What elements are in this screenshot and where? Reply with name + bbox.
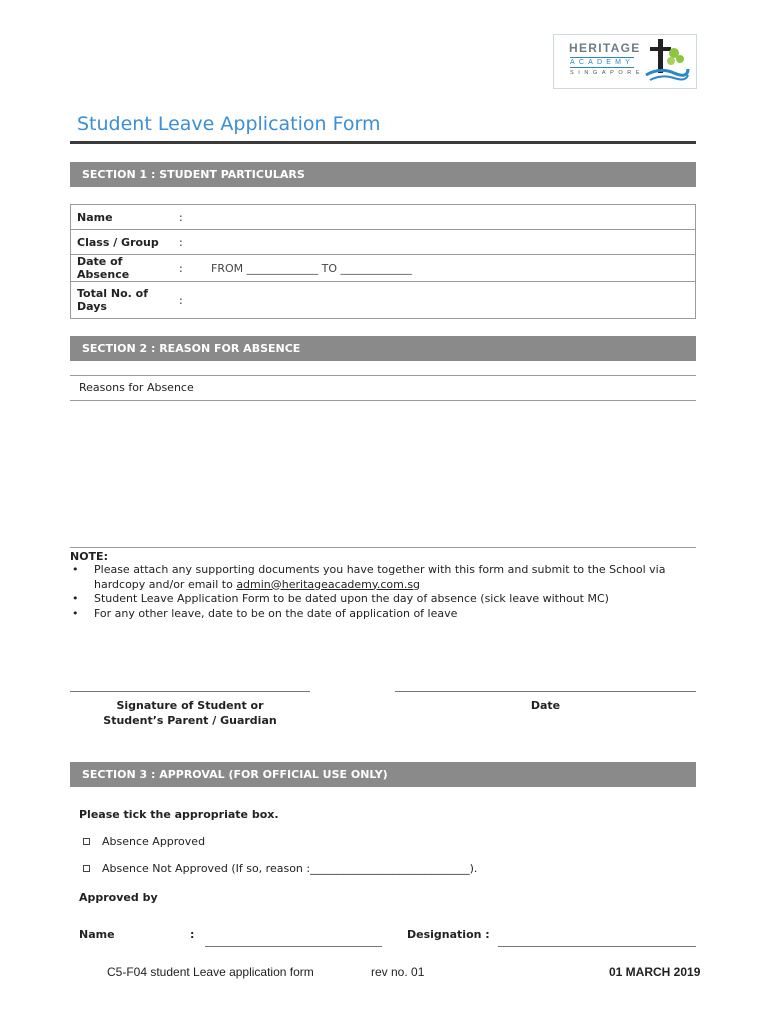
row-colon: : [179, 205, 191, 230]
signature-label-line2: Student’s Parent / Guardian [103, 714, 277, 727]
total-days-field[interactable] [191, 282, 696, 319]
tick-instruction: Please tick the appropriate box. [79, 808, 279, 821]
approved-option[interactable] [83, 835, 205, 848]
table-row [71, 282, 696, 319]
checkbox-icon[interactable] [83, 838, 90, 845]
row-colon: : [179, 282, 191, 319]
table-row [71, 205, 696, 230]
form-code: C5-F04 student Leave application form [107, 965, 314, 979]
approved-by-label: Approved by [79, 891, 158, 904]
reason-top-rule [70, 375, 696, 376]
signature-label-line1: Signature of Student or [116, 699, 264, 712]
reasons-textarea[interactable] [70, 401, 696, 547]
name-label: Name [71, 205, 180, 230]
checkbox-icon[interactable] [83, 865, 90, 872]
note-title: NOTE: [70, 550, 108, 563]
logo-country: SINGAPORE [570, 70, 645, 76]
approver-name-colon: : [190, 928, 195, 941]
section2-header: SECTION 2 : REASON FOR ABSENCE [70, 336, 696, 361]
reasons-label: Reasons for Absence [79, 381, 194, 394]
notes-list [70, 563, 700, 621]
date-line[interactable] [395, 691, 696, 692]
total-days-label: Total No. of Days [71, 282, 180, 319]
class-group-field[interactable] [191, 230, 696, 255]
row-colon: : [179, 255, 191, 282]
note-text: Please attach any supporting documents you have together with this form and submit to the School via hardcopy and/or email to [94, 563, 666, 591]
approver-name-line[interactable] [205, 946, 382, 947]
logo-academy: ACADEMY [570, 59, 635, 66]
class-group-label: Class / Group [71, 230, 180, 255]
section1-header: SECTION 1 : STUDENT PARTICULARS [70, 162, 696, 187]
list-item [70, 563, 700, 592]
email-link[interactable]: admin@heritageacademy.com.sg [236, 577, 421, 591]
title-divider [70, 141, 696, 144]
not-approved-option[interactable] [83, 862, 477, 875]
reason-bottom-rule [70, 547, 696, 548]
designation-label: Designation : [407, 928, 490, 941]
school-logo [553, 34, 697, 89]
form-title: Student Leave Application Form [77, 113, 381, 135]
row-colon: : [179, 230, 191, 255]
signature-label [70, 698, 310, 728]
name-field[interactable] [191, 205, 696, 230]
list-item: • For any other leave, date to be on the date of application of leave [70, 607, 700, 622]
revision-number: rev no. 01 [371, 965, 425, 979]
date-label: Date [530, 699, 561, 712]
not-approved-label: Absence Not Approved (If so, reason :_____________________________). [102, 862, 478, 875]
approver-name-label: Name [79, 928, 115, 941]
logo-name: HERITAGE [569, 41, 641, 55]
signature-line[interactable] [70, 691, 310, 692]
cross-emblem-icon [644, 37, 690, 85]
table-row [71, 230, 696, 255]
table-row [71, 255, 696, 282]
student-particulars-table [70, 204, 696, 319]
approved-label: Absence Approved [102, 835, 206, 848]
date-of-absence-label: Date of Absence [71, 255, 180, 282]
list-item: • Student Leave Application Form to be dated upon the day of absence (sick leave without MC) [70, 592, 700, 607]
section3-header: SECTION 3 : APPROVAL (FOR OFFICIAL USE ONLY) [70, 762, 696, 787]
designation-line[interactable] [498, 946, 696, 947]
date-of-absence-field[interactable]: FROM _____________ TO _____________ [191, 255, 696, 282]
revision-date: 01 MARCH 2019 [609, 965, 701, 979]
